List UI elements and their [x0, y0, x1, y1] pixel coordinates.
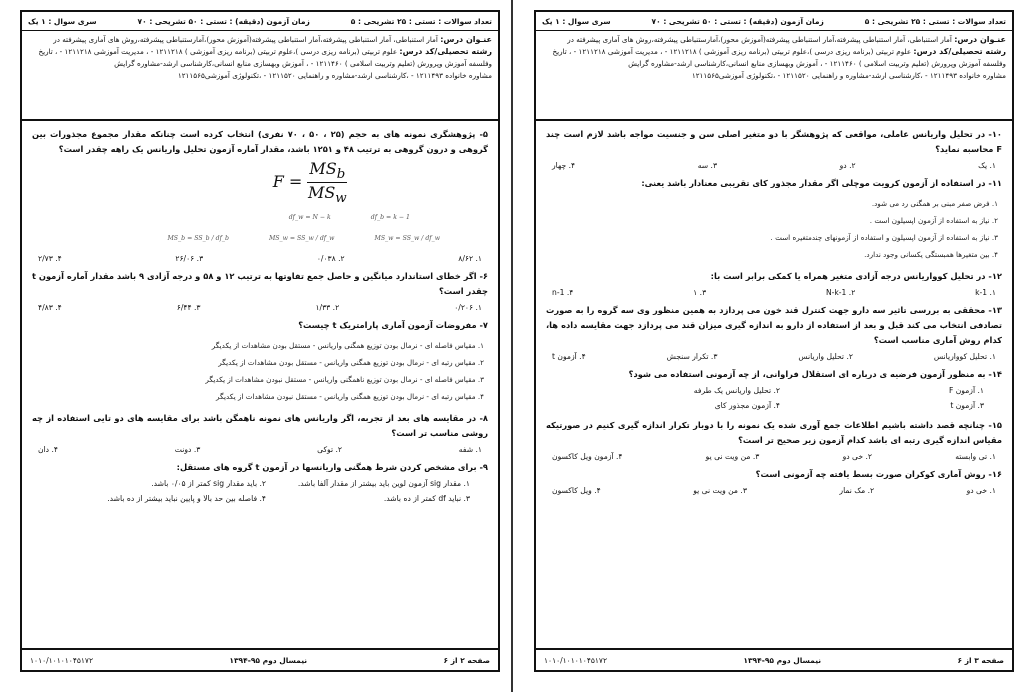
page-footer: [536, 648, 1012, 670]
question-text: ۹- برای مشخص کردن شرط همگنی واریانسها در آزمون t گروه های مستقل:: [176, 462, 488, 473]
exam-time: زمان آزمون (دقیقه) : تستی : ۵۰ تشریحی : ۷۰: [137, 16, 310, 26]
option-3[interactable]: ۳. ۱: [693, 288, 707, 297]
major-line-3: مشاوره خانواده ۱۲۱۱۴۹۳ - ،کارشناسی ارشد-مشاوره و راهنمایی ۱۲۱۱۵۲۰ - ،تکنولوژی آموزشی۱۲۱۱۵۶۵: [691, 71, 1006, 80]
answer-options: [550, 195, 998, 263]
question-14: [546, 367, 1002, 410]
option-1[interactable]: ۱. آزمون F: [948, 386, 984, 395]
header-body: [22, 31, 498, 82]
exam-time: زمان آزمون (دقیقه) : تستی : ۵۰ تشریحی : ۷۰: [651, 16, 824, 26]
header-top-row: [22, 12, 498, 31]
option-4[interactable]: ۴. آزمون ویل کاکسون: [552, 452, 623, 461]
option-2[interactable]: ۲. ۱/۳۳: [315, 303, 340, 313]
option-4[interactable]: ۴. مقیاس رتبه ای - نرمال بودن توزیع همگنی واریانس - مستقل نبودن مشاهدات از یکدیگر: [216, 392, 484, 402]
option-1[interactable]: ۱. تی وابسته: [955, 452, 996, 461]
question-text: ۱۴- به منظور آزمون فرضیه ی درباره ای استقلال فراوانی، از چه آزمونی استفاده می شود؟: [628, 369, 1002, 379]
question-text: ۱۱- در استفاده از آزمون کرویت موچلی اگر مقدار مجذور کای تقریبی معنادار باشد یعنی:: [641, 178, 1002, 188]
option-1[interactable]: ۱. تحلیل کوواریانس: [933, 352, 996, 361]
page-number: صفحه ۳ از ۶: [957, 655, 1004, 665]
option-1[interactable]: ۱. ۸/۶۲: [458, 254, 482, 264]
df-within-eq: df_w = N − k: [288, 214, 331, 222]
major-line-3: مشاوره خانواده ۱۲۱۱۴۹۳ - ،کارشناسی ارشد-مشاوره و راهنمایی ۱۲۱۱۵۲۰ - ،تکنولوژی آموزشی۱۲۱۱۵۶۵: [177, 71, 492, 80]
option-1[interactable]: ۱. مقدار sig آزمون لوین باید بیشتر از مقدار آلفا باشد.: [297, 479, 470, 489]
option-1[interactable]: ۱. k-1: [975, 288, 996, 297]
question-text: ۵- پژوهشگری نمونه های به حجم (۲۵ ، ۵۰ ، ۷۰ نفری) انتخاب کرده است چنانکه مقدار مجموع مجذورات بین گروهی و درون گروهی به ترتیب ۴۸ و ۱۲۵۱ باشد، مقدار آماره آزمون تحلیل واریانس یک راهه چقدر است؟: [32, 129, 488, 154]
header-body: [536, 31, 1012, 82]
answer-options: [552, 352, 996, 361]
page-footer: [22, 648, 498, 670]
f-label: F =: [272, 172, 303, 192]
option-4[interactable]: ۴. آزمون مجذور کای: [714, 401, 780, 410]
ms-eq-1: MS_b = SS_b / df_b: [167, 235, 229, 243]
ms-eq-3: MS_w = SS_w / df_w: [374, 235, 440, 243]
option-3[interactable]: ۳. ۲۶/۰۶: [175, 254, 204, 264]
option-1[interactable]: ۱. مقیاس فاصله ای - نرمال بودن توزیع همگنی واریانس - مستقل بودن مشاهدات از یکدیگر: [211, 341, 484, 351]
exam-page-left: [0, 0, 510, 692]
question-text: ۸- در مقایسه های بعد از تجربه، اگر واریانس های نمونه ناهمگن باشد برای مقایسه های دو تایی استفاده از چه روشی مناسب تر است؟: [32, 413, 488, 439]
question-8: [32, 411, 488, 454]
major-line-1: علوم تربیتی (برنامه ریزی درسی )،علوم تربیتی (برنامه ریزی آموزشی ) ۱۲۱۱۲۱۸ - ، مدیریت آموزشی ۱۲۱۱۲۱۸ - ، تاریخ: [552, 47, 912, 56]
msb-label: MS: [309, 159, 337, 178]
answer-options: [38, 445, 482, 454]
answer-options: [62, 479, 470, 503]
option-2[interactable]: ۲. خی دو: [842, 452, 872, 461]
question-series: سری سوال : ۱ یک: [542, 16, 611, 26]
term-label: نیمسال دوم ۹۵-۱۳۹۴: [743, 655, 822, 665]
df-equations: [32, 214, 410, 221]
option-2[interactable]: ۲. مک نمار: [839, 486, 875, 495]
option-3[interactable]: ۳. ۶/۴۴: [176, 303, 201, 313]
header-top-row: [536, 12, 1012, 31]
exam-header: [536, 12, 1012, 121]
course-label: عنـوان درس:: [954, 35, 1006, 44]
option-2[interactable]: ۲. باید مقدار sig کمتر از ۰/۰۵ باشد.: [151, 479, 266, 489]
option-3[interactable]: ۳. سه: [697, 161, 718, 170]
questions-area: [22, 121, 498, 648]
page-number: صفحه ۲ از ۶: [443, 655, 490, 665]
option-4[interactable]: ۴. دان: [38, 445, 58, 455]
option-1[interactable]: ۱. فرض صفر مبنی بر همگنی رد می شود.: [871, 199, 998, 208]
option-2[interactable]: ۲. N-k-1: [825, 288, 856, 297]
question-11: [546, 176, 1002, 263]
msw-label: MS: [307, 183, 336, 203]
question-count: تعداد سوالات : تستی : ۲۵ تشریحی : ۵: [864, 16, 1006, 26]
major-line-2: وفلسفه آموزش وپرورش (تعلیم وتربیت اسلامی ) ۱۲۱۱۴۶۰ - ، آموزش وبهسازی منابع انسانی،کارشناسی ارشد-مشاوره گرایش: [114, 59, 492, 68]
option-2[interactable]: ۲. توکی: [317, 445, 343, 455]
question-text: ۱۰- در تحلیل واریانس عاملی، مواقعی که پژوهشگر با دو متغیر اصلی سن و جنسیت مواجه باشد لازم است چند F محاسبه نماید؟: [546, 129, 1002, 154]
answer-options: [552, 452, 996, 461]
option-4[interactable]: ۴. ۲/۷۳: [38, 254, 62, 264]
question-10: [546, 127, 1002, 170]
msb-sub: b: [336, 167, 346, 183]
option-1[interactable]: ۱. ۰/۲۰۶: [454, 303, 482, 313]
question-16: [546, 467, 1002, 495]
question-5: [32, 127, 488, 263]
course-title: آمار استنباطی، آمار استنباطی پیشرفته،آمار استنباطی پیشرفته(آموزش محور)،آمارستنباطی پیشرفته،روش های آماری پیشرفته در: [53, 35, 438, 44]
option-2[interactable]: ۲. نیاز به استفاده از آزمون اپسیلون است .: [869, 216, 998, 225]
question-12: [546, 269, 1002, 297]
answer-options: [36, 337, 484, 405]
page-frame: [20, 10, 500, 672]
question-text: ۱۶- روش آماری کوکران صورت بسط یافته چه آزمونی است؟: [755, 469, 1002, 479]
option-2[interactable]: ۲. دو: [839, 161, 856, 170]
exam-code: ۱۰۱۰/۱۰۱۰۱۰۴۵۱۷۲: [30, 655, 93, 665]
question-7: [32, 318, 488, 405]
option-4[interactable]: ۴. ویل کاکسون: [552, 486, 601, 495]
question-13: [546, 303, 1002, 361]
question-9: [32, 460, 488, 503]
option-3[interactable]: ۳. نیاز به استفاده از آزمون اپسیلون و استفاده از آزمونهای چندمتغیره است .: [770, 233, 998, 242]
ms-fraction: [307, 159, 347, 206]
option-4[interactable]: ۴. آزمون t: [552, 352, 586, 361]
major-label: رشته تحصیلی/کد درس:: [399, 47, 492, 56]
option-4[interactable]: ۴. ۴/۸۳: [38, 303, 62, 313]
question-6: [32, 269, 488, 312]
major-line-2: وفلسفه آموزش وپرورش (تعلیم وتربیت اسلامی ) ۱۲۱۱۴۶۰ - ، آموزش وبهسازی منابع انسانی،کارشناسی ارشد-مشاوره گرایش: [628, 59, 1006, 68]
option-2[interactable]: ۲. مقیاس رتبه ای - نرمال بودن توزیع همگنی واریانس - مستقل بودن مشاهدات از یکدیگر: [218, 358, 484, 368]
questions-area: [536, 121, 1012, 648]
question-count: تعداد سوالات : تستی : ۲۵ تشریحی : ۵: [350, 16, 492, 26]
option-4[interactable]: ۴. بین متغیرها همبستگی یکسانی وجود ندارد.: [864, 250, 998, 259]
question-series: سری سوال : ۱ یک: [28, 16, 97, 26]
option-2[interactable]: ۲. ۰/۰۳۸: [316, 254, 345, 264]
option-1[interactable]: ۱. شفه: [458, 445, 482, 455]
answer-options: [38, 254, 482, 263]
ms-equations: [32, 235, 440, 242]
option-2[interactable]: ۲. تحلیل واریانس یک طرفه: [693, 386, 780, 395]
page-divider: [511, 0, 513, 692]
option-3[interactable]: ۳. تکرار سنجش: [666, 352, 718, 361]
question-text: ۱۵- چنانچه قصد داشته باشیم اطلاعات جمع آوری شده یک نمونه را با دوبار تکرار اندازه گیری کنیم در صورتیکه مقیاس اندازه گیری رتبه ای باشد کدام آزمون زیر صحیح تر است؟: [546, 420, 1002, 445]
option-3[interactable]: ۳. من ویت نی یو: [705, 452, 760, 461]
exam-header: [22, 12, 498, 121]
option-3[interactable]: ۳. مقیاس فاصله ای - نرمال بودن توزیع ناهمگنی واریانس - مستقل نبودن مشاهدات از یکدیگر: [205, 375, 484, 385]
anova-formula: [132, 159, 488, 206]
option-3[interactable]: ۳. دونت: [174, 445, 201, 455]
option-1[interactable]: ۱. خی دو: [966, 486, 996, 495]
option-3[interactable]: ۳. نباید df کمتر از ده باشد.: [383, 494, 470, 504]
course-label: عنـوان درس:: [440, 35, 492, 44]
major-line-1: علوم تربیتی (برنامه ریزی درسی )،علوم تربیتی (برنامه ریزی آموزشی ) ۱۲۱۱۲۱۸ - ، مدیریت آموزشی ۱۲۱۱۲۱۸ - ، تاریخ: [38, 47, 398, 56]
question-text: ۷- مفروضات آزمون آماری پارامتریک t چیست؟: [298, 320, 488, 331]
ms-eq-2: MS_w = SS_w / df_w: [268, 235, 335, 243]
df-between-eq: df_b = k − 1: [370, 214, 410, 222]
page-frame: [534, 10, 1014, 672]
option-4[interactable]: ۴. فاصله بین حد بالا و پایین نباید بیشتر از ده باشد.: [107, 494, 266, 504]
option-3[interactable]: ۳. من ویت نی یو: [693, 486, 747, 495]
answer-options: [552, 288, 996, 297]
question-text: ۱۳- محققی به بررسی تاثیر سه دارو جهت کنترل قند خون می پردازد به همین منظور وی سه گروه را به صورت تصادفی انتخاب می کند قبل و بعد از استفاده از دارو به اندازه گیری میزان قند می پردازد جهت مقایسه داده ها، کدام روش آماری مناسب است؟: [546, 305, 1002, 345]
question-text: ۱۲- در تحلیل کوواریانس درجه آزادی متغیر همراه یا کمکی برابر است با:: [710, 271, 1002, 281]
course-title: آمار استنباطی، آمار استنباطی پیشرفته،آمار استنباطی پیشرفته(آموزش محور)،آمارستنباطی پیشرفته،روش های آماری پیشرفته در: [567, 35, 952, 44]
term-label: نیمسال دوم ۹۵-۱۳۹۴: [229, 655, 308, 665]
msw-sub: w: [335, 191, 347, 207]
answer-options: [552, 486, 996, 495]
major-label: رشته تحصیلی/کد درس:: [913, 47, 1006, 56]
option-4[interactable]: ۴. n-1: [552, 288, 574, 297]
question-text: ۶- اگر خطای استاندارد میانگین و حاصل جمع تفاوتها به ترتیب ۱۲ و ۵۸ و درجه آزادی ۹ باشد مقدار آماره آزمون t چقدر است؟: [32, 271, 488, 297]
answer-options: [552, 161, 996, 170]
option-2[interactable]: ۲. تحلیل واریانس: [798, 352, 853, 361]
exam-page-right: [514, 0, 1024, 692]
question-15: [546, 418, 1002, 461]
option-3[interactable]: ۳. آزمون t: [950, 401, 984, 410]
answer-options: [38, 303, 482, 312]
answer-options: [576, 386, 984, 410]
option-1[interactable]: ۱. یک: [978, 161, 996, 170]
exam-code: ۱۰۱۰/۱۰۱۰۱۰۴۵۱۷۲: [544, 655, 607, 665]
option-4[interactable]: ۴. چهار: [552, 161, 576, 170]
